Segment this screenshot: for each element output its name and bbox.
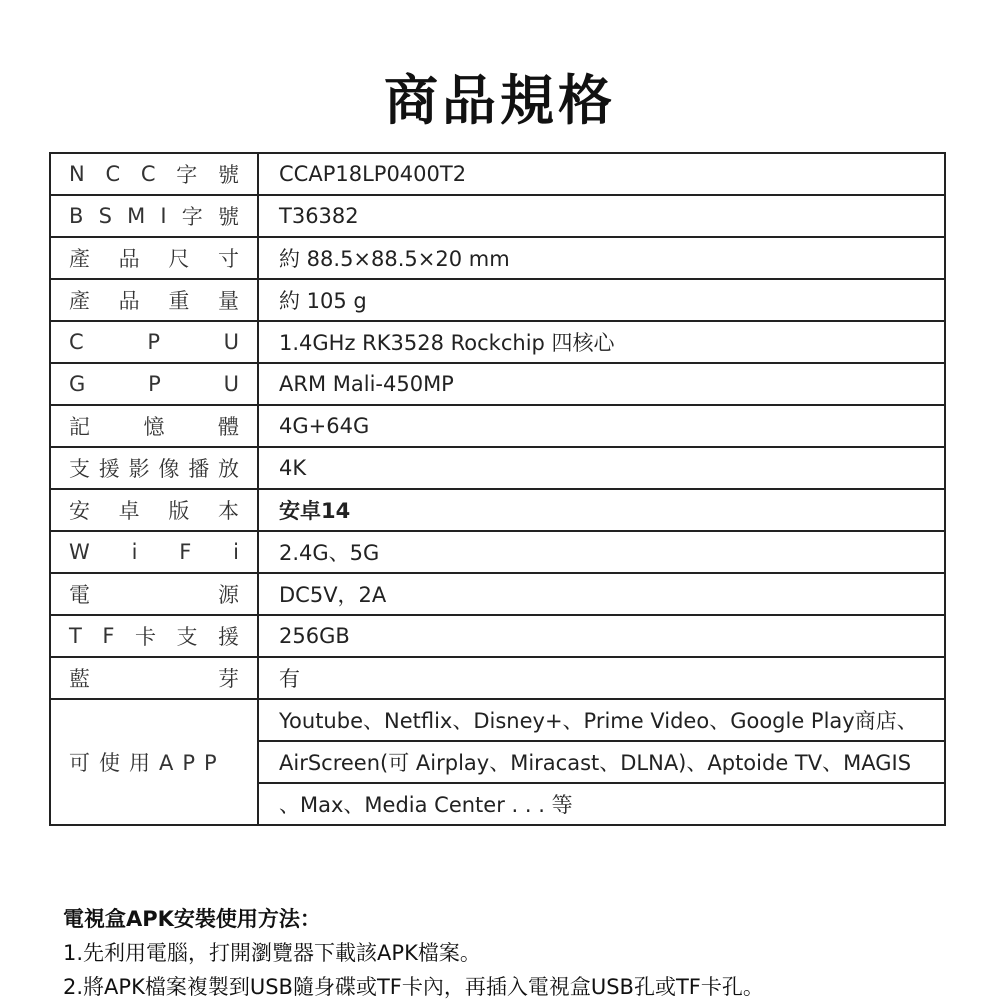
spec-row: [50, 615, 945, 657]
spec-label-cell: [50, 195, 258, 237]
spec-label-cell: [50, 573, 258, 615]
spec-label-char: 播: [188, 457, 210, 481]
spec-label-char: T: [69, 624, 82, 648]
spec-label-char: 本: [217, 499, 239, 523]
spec-label-char: 影: [128, 457, 150, 481]
spec-row: [50, 489, 945, 531]
instructions-step-2: 2.將APK檔案複製到USB隨身碟或TF卡內，再插入電視盒USB孔或TF卡孔。: [63, 975, 764, 999]
spec-label-char: 安: [69, 499, 90, 523]
spec-label-char: 字: [176, 163, 198, 187]
spec-row: [50, 237, 945, 279]
spec-label: [69, 201, 239, 231]
spec-label-char: 電: [69, 583, 90, 607]
spec-label-char: G: [69, 372, 86, 396]
apps-label-cell: [50, 699, 258, 825]
spec-value: 1.4GHz RK3528 Rockchip 四核心: [258, 321, 945, 363]
spec-label: [69, 621, 239, 651]
spec-value: 有: [258, 657, 945, 699]
spec-label-char: i: [233, 540, 239, 564]
spec-label-char: 字: [181, 205, 203, 229]
spec-label-char: F: [179, 540, 192, 564]
instructions-heading: 電視盒APK安裝使用方法：: [63, 907, 321, 931]
spec-label: [69, 453, 239, 483]
spec-label-char: 品: [118, 247, 140, 271]
spec-row: [50, 153, 945, 195]
apk-instructions: [63, 902, 943, 1004]
page-title: 商品規格: [384, 69, 616, 132]
spec-label-char: 援: [98, 457, 120, 481]
spec-label-char: i: [131, 540, 138, 564]
spec-label: [69, 159, 239, 189]
spec-label-char: 像: [158, 457, 180, 481]
spec-label-char: 產: [69, 289, 90, 313]
spec-label-cell: [50, 531, 258, 573]
spec-label-char: U: [223, 372, 239, 396]
spec-value: DC5V，2A: [258, 573, 945, 615]
spec-label-char: P: [148, 372, 161, 396]
spec-label-char: 卓: [118, 499, 140, 523]
app-line: 、Max、Media Center . . . 等: [258, 783, 945, 825]
app-line: AirScreen(可 Airplay、Miracast、DLNA)、Aptoide TV、MAGIS: [258, 741, 945, 783]
spec-label: [69, 495, 239, 525]
spec-label-char: 卡: [134, 625, 156, 649]
spec-label-char: B: [69, 204, 84, 228]
spec-label-char: 產: [69, 247, 90, 271]
spec-row: [50, 447, 945, 489]
spec-label-char: 重: [168, 289, 190, 313]
spec-value: ARM Mali-450MP: [258, 363, 945, 405]
spec-label-cell: [50, 489, 258, 531]
spec-value: 256GB: [258, 615, 945, 657]
spec-row: [50, 657, 945, 699]
spec-value: 約 105 g: [258, 279, 945, 321]
spec-label: [69, 330, 239, 354]
app-row: [50, 699, 945, 741]
spec-label-char: 號: [217, 205, 239, 229]
spec-label: [69, 285, 239, 315]
spec-value: T36382: [258, 195, 945, 237]
spec-row: [50, 405, 945, 447]
spec-row: [50, 195, 945, 237]
spec-label-char: U: [223, 330, 239, 354]
spec-label-char: 藍: [69, 667, 90, 691]
spec-row: [50, 279, 945, 321]
spec-table: [49, 152, 946, 826]
spec-label-char: 號: [218, 163, 239, 187]
spec-label: [69, 579, 239, 609]
spec-label-cell: [50, 153, 258, 195]
spec-label: [69, 243, 239, 273]
spec-label-cell: [50, 447, 258, 489]
spec-label-char: 援: [217, 625, 239, 649]
spec-label-cell: [50, 405, 258, 447]
spec-label: [69, 663, 239, 693]
spec-label-char: 記: [69, 415, 90, 439]
spec-label-char: W: [69, 540, 90, 564]
spec-label-char: P: [147, 330, 160, 354]
spec-label: [69, 372, 239, 396]
spec-label-char: S: [98, 204, 112, 228]
spec-row: [50, 573, 945, 615]
spec-label-char: I: [160, 204, 167, 228]
spec-label: [69, 540, 239, 564]
spec-label-char: C: [69, 330, 84, 354]
spec-label-char: 寸: [217, 247, 239, 271]
spec-value: 4K: [258, 447, 945, 489]
spec-label-cell: [50, 615, 258, 657]
spec-label-char: C: [105, 162, 121, 186]
spec-label-cell: [50, 363, 258, 405]
app-line: Youtube、Netflix、Disney+、Prime Video、Google Play商店、: [258, 699, 945, 741]
spec-row: [50, 321, 945, 363]
spec-label-char: 尺: [168, 247, 190, 271]
spec-label-cell: [50, 321, 258, 363]
spec-row: [50, 363, 945, 405]
spec-label-char: 放: [217, 457, 239, 481]
spec-value: 2.4G、5G: [258, 531, 945, 573]
spec-label-char: 源: [218, 583, 239, 607]
spec-value: 約 88.5×88.5×20 mm: [258, 237, 945, 279]
spec-label-char: 支: [176, 625, 198, 649]
spec-label-char: 支: [69, 457, 90, 481]
spec-label-cell: [50, 657, 258, 699]
spec-label-char: C: [140, 162, 156, 186]
spec-label-char: M: [127, 204, 146, 228]
spec-label-char: 憶: [143, 415, 165, 439]
spec-label-cell: [50, 279, 258, 321]
spec-value: 安卓14: [258, 489, 945, 531]
instructions-step-1: 1.先利用電腦，打開瀏覽器下載該APK檔案。: [63, 941, 481, 965]
spec-label-char: 版: [168, 499, 190, 523]
spec-value: CCAP18LP0400T2: [258, 153, 945, 195]
spec-label: [69, 411, 239, 441]
spec-table-body: [50, 153, 945, 825]
spec-label-char: 量: [217, 289, 239, 313]
spec-label-char: 品: [118, 289, 140, 313]
spec-value: 4G+64G: [258, 405, 945, 447]
spec-label-char: 芽: [218, 667, 239, 691]
spec-label-char: 體: [218, 415, 239, 439]
spec-label-char: F: [102, 624, 115, 648]
spec-label-char: N: [69, 162, 85, 186]
apps-label: 可使用APP: [69, 751, 226, 775]
spec-row: [50, 531, 945, 573]
spec-label-cell: [50, 237, 258, 279]
